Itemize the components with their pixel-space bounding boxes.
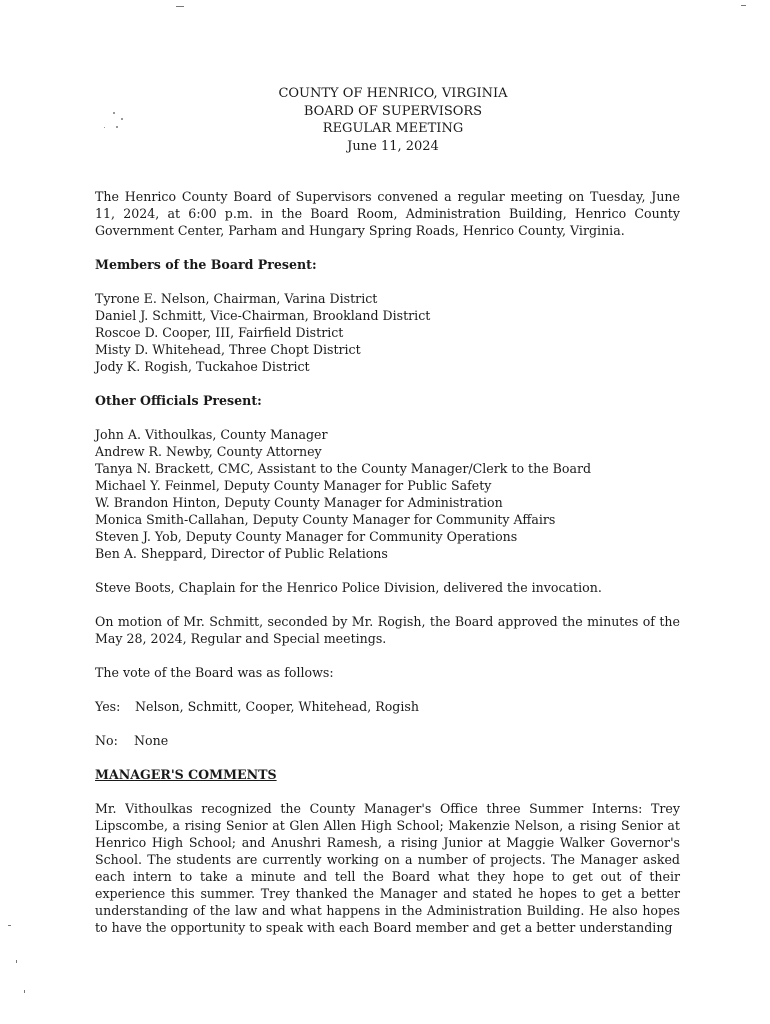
- vote-no-label: No:: [95, 733, 118, 748]
- minutes-motion-paragraph: On motion of Mr. Schmitt, seconded by Mr. Rogish, the Board approved the minutes of the May 28, 2024, Regular and Special meetings.: [95, 614, 680, 646]
- list-item: Tyrone E. Nelson, Chairman, Varina District: [95, 291, 378, 306]
- scan-speck: [176, 6, 184, 7]
- header-meeting-type: REGULAR MEETING: [322, 121, 464, 136]
- vote-no-names: None: [134, 733, 169, 748]
- list-item: Daniel J. Schmitt, Vice-Chairman, Brookland District: [95, 308, 431, 323]
- vote-yes-line: [95, 698, 680, 715]
- managers-comments-paragraph: Mr. Vithoulkas recognized the County Manager's Office three Summer Interns: Trey Lipscombe, a rising Senior at Glen Allen High School; Makenzie Nelson, a rising Senior at Henrico High School; and Anushri Ramesh, a rising Junior at Maggie Walker Governor's School. The students are currently working on a number of projects. The Manager asked each intern to take a minute and tell the Board what they hope to get out of their experience this summer. Trey thanked the Manager and stated he hopes to get a better understanding of the law and what happens in the Administration Building. He also hopes to have the opportunity to speak with each Board member and get a better understanding: [95, 801, 680, 935]
- list-item: Roscoe D. Cooper, III, Fairfield District: [95, 325, 344, 340]
- list-item: W. Brandon Hinton, Deputy County Manager for Administration: [95, 495, 503, 510]
- vote-yes-names: Nelson, Schmitt, Cooper, Whitehead, Rogish: [135, 699, 419, 714]
- list-item: Ben A. Sheppard, Director of Public Relations: [95, 546, 388, 561]
- members-list: [95, 290, 680, 375]
- intro-paragraph: The Henrico County Board of Supervisors convened a regular meeting on Tuesday, June 11, 2024, at 6:00 p.m. in the Board Room, Administration Building, Henrico County Government Center, Parham and Hungary Spring Roads, Henrico County, Virginia.: [95, 189, 680, 238]
- document-header: [0, 85, 770, 155]
- list-item: Steven J. Yob, Deputy County Manager for Community Operations: [95, 529, 518, 544]
- officials-heading: Other Officials Present:: [95, 393, 262, 408]
- list-item: John A. Vithoulkas, County Manager: [95, 427, 328, 442]
- document-body: [95, 188, 680, 936]
- list-item: Michael Y. Feinmel, Deputy County Manager for Public Safety: [95, 478, 492, 493]
- managers-comments-heading: MANAGER'S COMMENTS: [95, 767, 277, 782]
- vote-yes-label: Yes:: [95, 699, 121, 714]
- header-date: June 11, 2024: [347, 138, 439, 154]
- invocation-paragraph: Steve Boots, Chaplain for the Henrico Police Division, delivered the invocation.: [95, 580, 602, 595]
- list-item: Monica Smith-Callahan, Deputy County Manager for Community Affairs: [95, 512, 556, 527]
- members-heading: Members of the Board Present:: [95, 257, 317, 272]
- scan-speck: [741, 5, 746, 6]
- scan-speck: [16, 960, 17, 963]
- scan-speck: [8, 925, 11, 926]
- list-item: Misty D. Whitehead, Three Chopt District: [95, 342, 361, 357]
- vote-no-line: [95, 732, 680, 749]
- scan-speck: [24, 990, 25, 993]
- list-item: Andrew R. Newby, County Attorney: [95, 444, 322, 459]
- officials-list: [95, 426, 680, 562]
- header-board: BOARD OF SUPERVISORS: [303, 103, 483, 119]
- vote-intro: The vote of the Board was as follows:: [95, 665, 334, 680]
- list-item: Jody K. Rogish, Tuckahoe District: [95, 359, 310, 374]
- list-item: Tanya N. Brackett, CMC, Assistant to the County Manager/Clerk to the Board: [95, 461, 592, 476]
- header-county: COUNTY OF HENRICO, VIRGINIA: [278, 86, 508, 101]
